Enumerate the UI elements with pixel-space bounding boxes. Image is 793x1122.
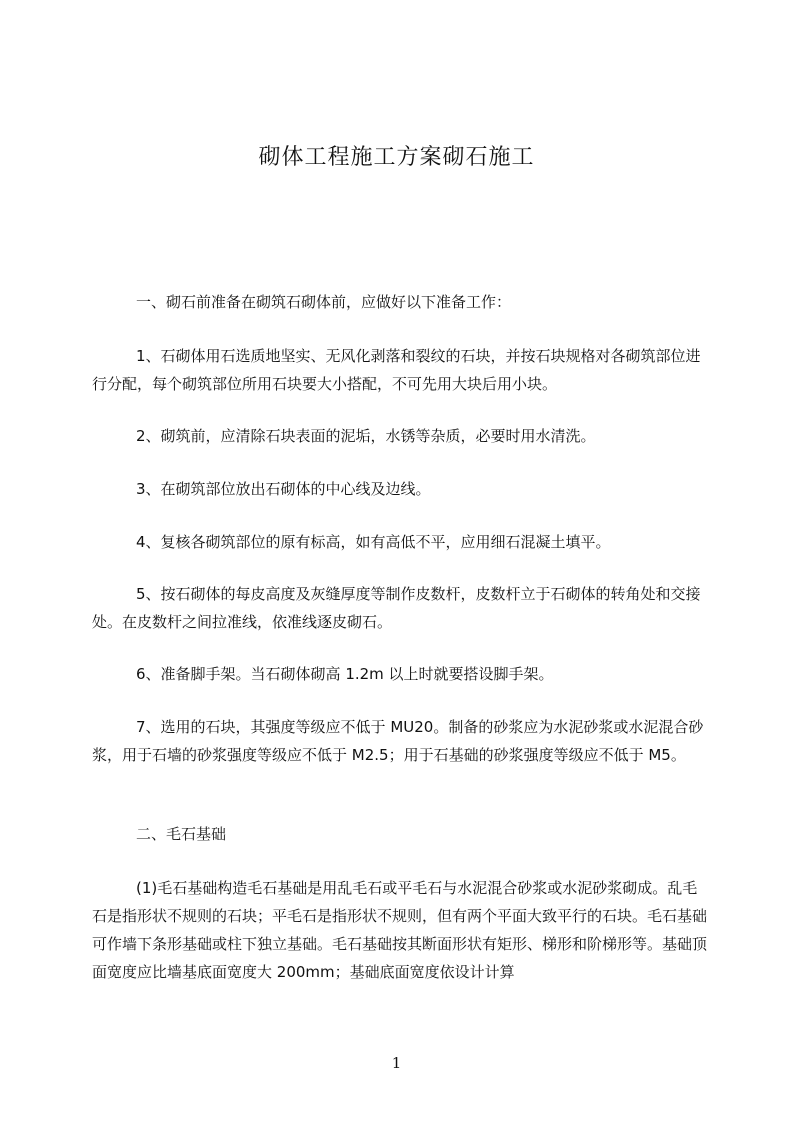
list-item: 5、按石砌体的每皮高度及灰缝厚度等制作皮数杆，皮数杆立于石砌体的转角处和交接处。在皮数杆之间拉准线，依准线逐皮砌石。 <box>92 585 701 631</box>
page-number: 1 <box>391 1054 402 1072</box>
list-item: 7、选用的石块，其强度等级应不低于 MU20。制备的砂浆应为水泥砂浆或水泥混合砂浆，用于石墙的砂浆强度等级应不低于 M2.5；用于石基础的砂浆强度等级应不低于 M5。 <box>92 718 704 764</box>
list-item: 6、准备脚手架。当石砌体砌高 1.2m 以上时就要搭设脚手架。 <box>136 665 554 683</box>
list-item: 3、在砌筑部位放出石砌体的中心线及边线。 <box>136 480 431 498</box>
list-item: 1、石砌体用石选质地坚实、无风化剥落和裂纹的石块，并按石块规格对各砌筑部位进行分配，每个砌筑部位所用石块要大小搭配，不可先用大块后用小块。 <box>92 347 701 393</box>
document-title: 砌体工程施工方案砌石施工 <box>258 145 535 170</box>
section-heading-preparation: 一、砌石前准备在砌筑石砌体前，应做好以下准备工作： <box>136 293 512 311</box>
list-item: 2、砌筑前，应清除石块表面的泥垢，水锈等杂质，必要时用水清洗。 <box>136 427 596 445</box>
body-paragraph: (1)毛石基础构造毛石基础是用乱毛石或平毛石与水泥混合砂浆或水泥砂浆砌成。乱毛石是指形状不规则的石块；平毛石是指形状不规则，但有两个平面大致平行的石块。毛石基础可作墙下条形基础或柱下独立基础。毛石基础按其断面形状有矩形、梯形和阶梯形等。基础顶面宽度应比墙基底面宽度大 200mm；基础底面宽度依设计计算 <box>92 879 708 981</box>
list-item: 4、复核各砌筑部位的原有标高，如有高低不平，应用细石混凝土填平。 <box>136 533 611 551</box>
section-heading-rubble-foundation: 二、毛石基础 <box>136 825 227 843</box>
